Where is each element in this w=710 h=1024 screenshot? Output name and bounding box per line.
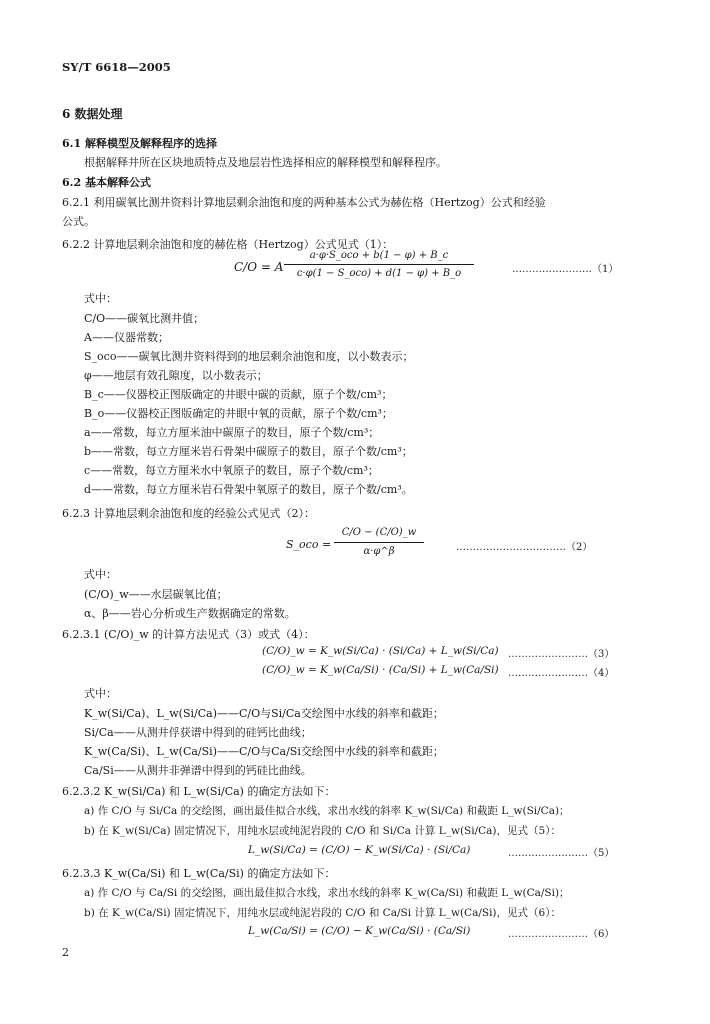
eq2-tag: ……………………………（2）: [456, 542, 593, 553]
section-6-2-1-line2: 公式。: [62, 215, 95, 228]
eq1-lhs: C/O = A: [234, 260, 284, 274]
section-6-2-3-2-item-a: a) 作 C/O 与 Si/Ca 的交绘图，画出最佳拟合水线，求出水线的斜率 K_w(Si/Ca) 和截距 L_w(Si/Ca)；: [84, 805, 570, 817]
eq34-var: K_w(Ca/Si)、L_w(Ca/Si)——C/O与Ca/Si交绘图中水线的斜率和截距；: [84, 745, 444, 758]
eq3-tag: ……………………（3）: [508, 649, 615, 660]
eq2-var: (C/O)_w——水层碳氧比值；: [84, 588, 228, 601]
eq5-tag: ……………………（5）: [508, 848, 615, 859]
eq1-var: B_c——仪器校正图版确定的井眼中碳的贡献，原子个数/cm³；: [84, 388, 393, 401]
section-6-2-3-3-item-b: b) 在 K_w(Ca/Si) 固定情况下，用纯水层或纯泥岩段的 C/O 和 Ca/Si 计算 L_w(Ca/Si)，见式（6）：: [84, 907, 561, 919]
eq4-tag: ……………………（4）: [508, 668, 615, 679]
eq1-var: C/O——碳氧比测井值；: [84, 312, 205, 325]
section-6-2-3-1-intro: 6.2.3.1 (C/O)_w 的计算方法见式（3）或式（4）：: [62, 628, 315, 641]
eq6-tag: ……………………（6）: [508, 929, 615, 940]
eq2-var: α、β——岩心分析或生产数据确定的常数。: [84, 607, 296, 620]
eq2-where-label: 式中：: [84, 568, 117, 581]
eq1-var: B_o——仪器校正图版确定的井眼中氧的贡献，原子个数/cm³；: [84, 407, 393, 420]
eq34-var: Ca/Si——从测井非弹谱中得到的钙硅比曲线。: [84, 764, 312, 777]
eq34-var: Si/Ca——从测井俘获谱中得到的硅钙比曲线；: [84, 726, 312, 739]
section-6-2-3-3-item-a: a) 作 C/O 与 Ca/Si 的交绘图，画出最佳拟合水线，求出水线的斜率 K_w(Ca/Si) 和截距 L_w(Ca/Si)；: [84, 887, 570, 899]
eq34-where-label: 式中：: [84, 687, 117, 700]
eq1-where-label: 式中：: [84, 292, 117, 305]
eq34-var: K_w(Si/Ca)、L_w(Si/Ca)——C/O与Si/Ca交绘图中水线的斜率和截距；: [84, 707, 444, 720]
eq6: L_w(Ca/Si) = (C/O) − K_w(Ca/Si) · (Ca/Si): [248, 925, 471, 937]
section-6-title: 6 数据处理: [62, 107, 123, 121]
eq1-fraction-bar: [284, 264, 474, 265]
section-6-2-3-2-intro: 6.2.3.2 K_w(Si/Ca) 和 L_w(Si/Ca) 的确定方法如下：: [62, 785, 336, 798]
standard-id: SY/T 6618—2005: [62, 60, 171, 74]
eq4: (C/O)_w = K_w(Ca/Si) · (Ca/Si) + L_w(Ca/Si): [262, 664, 499, 676]
eq1-var: S_oco——碳氧比测井资料得到的地层剩余油饱和度，以小数表示；: [84, 350, 414, 363]
eq1-tag: ……………………（1）: [512, 264, 619, 275]
eq1-var: A——仪器常数；: [84, 331, 169, 344]
section-6-2-2-intro: 6.2.2 计算地层剩余油饱和度的赫佐格（Hertzog）公式见式（1）：: [62, 238, 394, 251]
eq3: (C/O)_w = K_w(Si/Ca) · (Si/Ca) + L_w(Si/Ca): [262, 645, 499, 657]
eq5: L_w(Si/Ca) = (C/O) − K_w(Si/Ca) · (Si/Ca): [248, 844, 471, 856]
section-6-2-3-3-intro: 6.2.3.3 K_w(Ca/Si) 和 L_w(Ca/Si) 的确定方法如下：: [62, 867, 336, 880]
section-6-2-3-intro: 6.2.3 计算地层剩余油饱和度的经验公式见式（2）：: [62, 507, 315, 520]
section-6-1-body: 根据解释井所在区块地质特点及地层岩性选择相应的解释模型和解释程序。: [84, 156, 447, 169]
eq1-var: a——常数，每立方厘米油中碳原子的数目，原子个数/cm³；: [84, 426, 380, 439]
section-6-2-3-2-item-b: b) 在 K_w(Si/Ca) 固定情况下，用纯水层或纯泥岩段的 C/O 和 Si/Ca 计算 L_w(Si/Ca)，见式（5）：: [84, 825, 561, 837]
page-number: 2: [62, 946, 69, 959]
eq2-denominator: α·φ^β: [363, 546, 395, 557]
eq2-fraction-bar: [334, 542, 424, 543]
section-6-2-1-line1: 6.2.1 利用碳氧比测井资料计算地层剩余油饱和度的两种基本公式为赫佐格（Hertzog）公式和经验: [62, 196, 546, 209]
eq1-numerator: a·φ·S_oco + b(1 − φ) + B_c: [309, 250, 449, 261]
section-6-2-title: 6.2 基本解释公式: [62, 176, 151, 189]
eq1-var: c——常数，每立方厘米水中氧原子的数目，原子个数/cm³；: [84, 464, 379, 477]
eq1-var: b——常数，每立方厘米岩石骨架中碳原子的数目，原子个数/cm³；: [84, 445, 413, 458]
eq1-var: φ——地层有效孔隙度，以小数表示；: [84, 369, 268, 382]
eq2-lhs: S_oco =: [286, 538, 332, 551]
section-6-1-title: 6.1 解释模型及解释程序的选择: [62, 137, 217, 150]
eq2-numerator: C/O − (C/O)_w: [341, 527, 417, 538]
eq1-var: d——常数，每立方厘米岩石骨架中氧原子的数目，原子个数/cm³。: [84, 483, 413, 496]
eq1-denominator: c·φ(1 − S_oco) + d(1 − φ) + B_o: [296, 268, 462, 279]
